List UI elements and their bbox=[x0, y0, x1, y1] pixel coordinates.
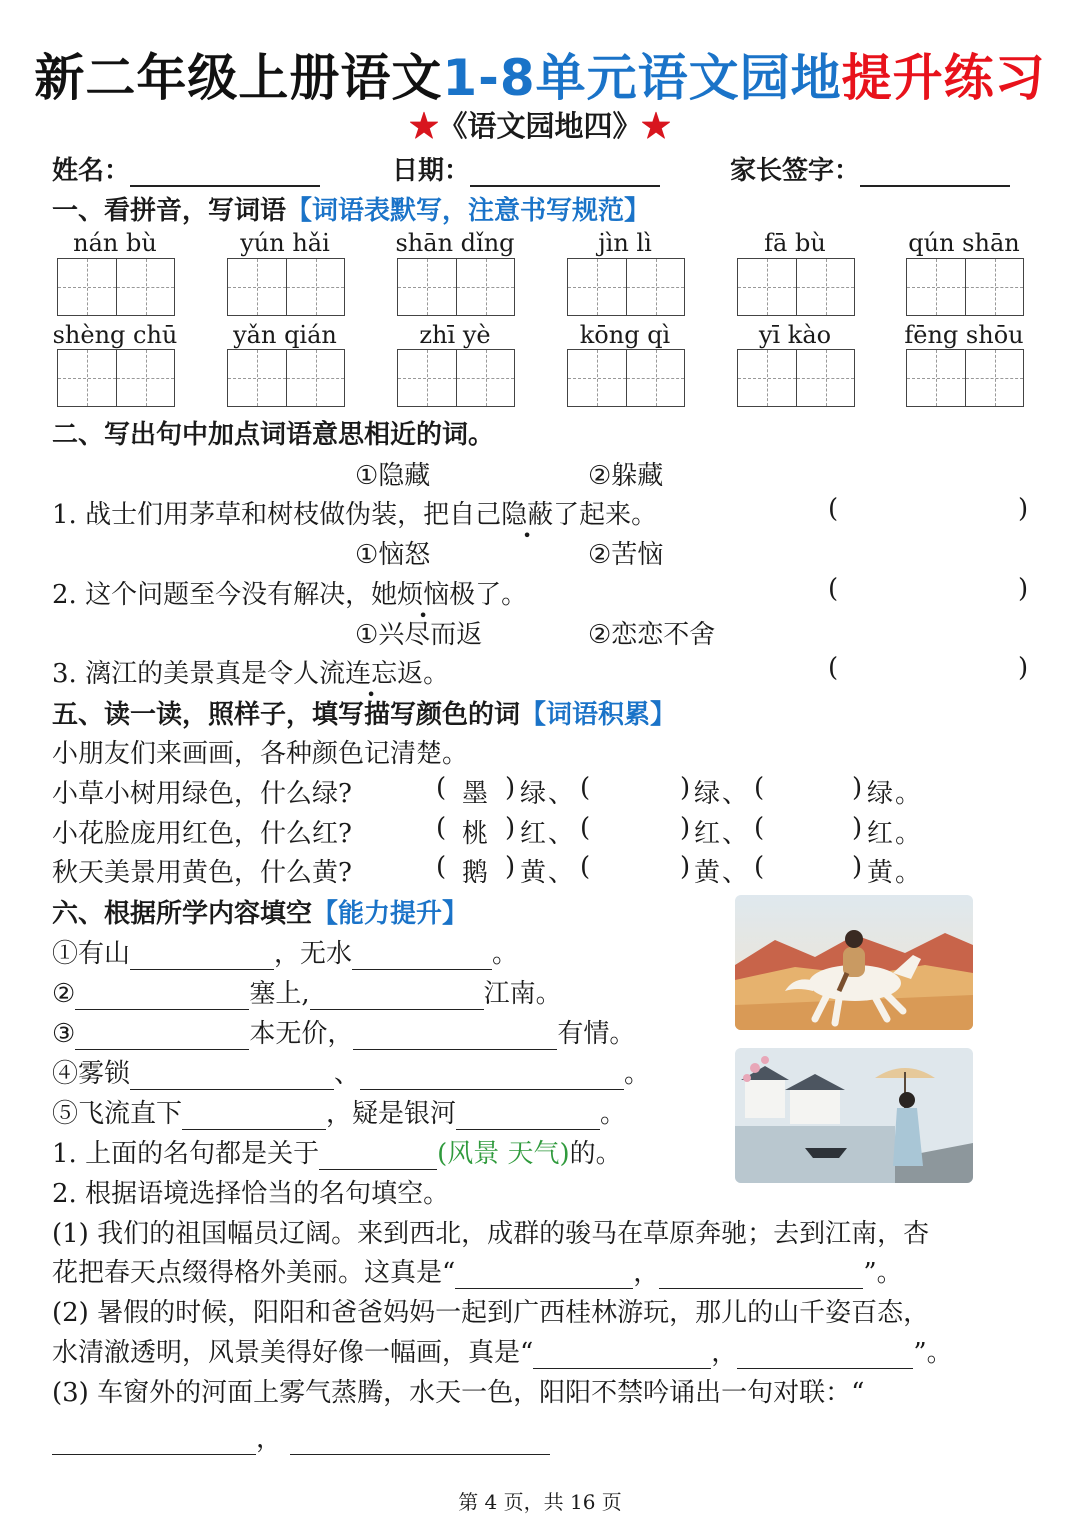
blank[interactable] bbox=[360, 1063, 624, 1090]
writing-grid[interactable] bbox=[567, 349, 685, 407]
color-word: 绿 bbox=[694, 779, 721, 809]
blank[interactable] bbox=[75, 983, 249, 1010]
end-mark: 。 bbox=[895, 819, 922, 849]
blank[interactable] bbox=[353, 1023, 557, 1050]
answer-blank-open[interactable]: ( bbox=[580, 773, 591, 803]
blank[interactable] bbox=[455, 1262, 633, 1289]
paren-close: ) bbox=[680, 852, 691, 882]
q1-paren-close: ) bbox=[1018, 494, 1029, 524]
separator: 、 bbox=[722, 779, 749, 809]
fill-line-3: ③ 本无价， 有情。 bbox=[52, 1019, 636, 1049]
writing-grid[interactable] bbox=[906, 349, 1024, 407]
q2-paren-close: ) bbox=[1018, 574, 1029, 604]
blank[interactable] bbox=[352, 943, 492, 970]
pinyin-label: fā bù bbox=[764, 229, 826, 257]
writing-grid[interactable] bbox=[906, 258, 1024, 316]
pinyin-label: yī kào bbox=[758, 321, 832, 349]
page-footer: 第 4 页，共 16 页 bbox=[458, 1490, 622, 1514]
end-mark: 。 bbox=[895, 858, 922, 888]
answer-blank-open[interactable]: ( bbox=[580, 813, 591, 843]
pinyin-label: shān dǐng bbox=[395, 229, 515, 257]
color-question: 小花脸庞用红色，什么红? bbox=[52, 819, 352, 849]
separator: 、 bbox=[722, 819, 749, 849]
end-mark: 。 bbox=[895, 779, 922, 809]
jiangnan-rain-illustration bbox=[735, 1048, 973, 1183]
writing-grid[interactable] bbox=[397, 349, 515, 407]
date-label: 日期： bbox=[392, 156, 471, 186]
q1-about: 1. 上面的名句都是关于 (风景 天气)的。 bbox=[52, 1139, 622, 1169]
paren-close: ) bbox=[852, 773, 863, 803]
fill-line-4: ④雾锁 、 。 bbox=[52, 1059, 651, 1089]
section6-heading: 六、根据所学内容填空【能力提升】 bbox=[52, 899, 469, 929]
paren-close: ) bbox=[852, 813, 863, 843]
paren-close: ) bbox=[505, 773, 516, 803]
fill-line-2: ② 塞上, 江南。 bbox=[52, 979, 562, 1009]
answer-blank-open[interactable]: ( bbox=[580, 852, 591, 882]
paren-open: ( bbox=[436, 773, 447, 803]
q3-paren-close: ) bbox=[1018, 653, 1029, 683]
paren-close: ) bbox=[680, 773, 691, 803]
horse-rider-illustration bbox=[735, 895, 973, 1030]
section5-intro: 小朋友们来画画，各种颜色记清楚。 bbox=[52, 739, 469, 769]
color-word: 绿 bbox=[867, 779, 894, 809]
fill-line-1: ①有山 ，无水 。 bbox=[52, 939, 519, 969]
name-label: 姓名： bbox=[52, 156, 131, 186]
blank[interactable] bbox=[52, 1428, 256, 1455]
pinyin-label: fēng shōu bbox=[904, 321, 1024, 349]
p3-line-1: (3) 车窗外的河面上雾气蒸腾，水天一色，阳阳不禁吟诵出一句对联：“ bbox=[52, 1378, 865, 1408]
blank[interactable] bbox=[130, 1063, 334, 1090]
sign-label: 家长签字： bbox=[730, 156, 861, 186]
color-word: 绿 bbox=[520, 779, 547, 809]
blank[interactable] bbox=[737, 1342, 913, 1369]
p1-line-2: 花把春天点缀得格外美丽。这真是“ ， ”。 bbox=[52, 1258, 903, 1288]
blank[interactable] bbox=[533, 1342, 711, 1369]
color-word: 红 bbox=[694, 819, 721, 849]
pinyin-label: kōng qì bbox=[579, 321, 671, 349]
blank[interactable] bbox=[290, 1428, 550, 1455]
p2-line-1: (2) 暑假的时候，阳阳和爸爸妈妈一起到广西桂林游玩，那儿的山千姿百态， bbox=[52, 1298, 930, 1328]
pinyin-label: nán bù bbox=[73, 229, 157, 257]
blank[interactable] bbox=[319, 1143, 437, 1170]
color-question: 秋天美景用黄色，什么黄? bbox=[52, 858, 352, 888]
color-question: 小草小树用绿色，什么绿? bbox=[52, 779, 352, 809]
pinyin-label: jìn lì bbox=[598, 229, 652, 257]
q2-option-2: ②苦恼 bbox=[588, 540, 664, 570]
page-title bbox=[0, 38, 1080, 110]
q3-paren-open: ( bbox=[828, 653, 839, 683]
paren-close: ) bbox=[505, 852, 516, 882]
separator: 、 bbox=[722, 858, 749, 888]
answer-blank-open[interactable]: ( bbox=[754, 852, 765, 882]
color-word: 黄 bbox=[867, 858, 894, 888]
paren-open: ( bbox=[436, 813, 447, 843]
star-icon: ★ bbox=[409, 109, 439, 143]
section2-heading: 二、写出句中加点词语意思相近的词。 bbox=[52, 420, 495, 450]
q3-sentence: 3. 漓江的美景真是令人流连忘返。 bbox=[52, 659, 450, 689]
paren-close: ) bbox=[505, 813, 516, 843]
writing-grid[interactable] bbox=[737, 258, 855, 316]
q2-paren-open: ( bbox=[828, 574, 839, 604]
example-word: 桃 bbox=[462, 819, 489, 849]
q2-instruction: 2. 根据语境选择恰当的名句填空。 bbox=[52, 1179, 450, 1209]
title-part3: 提升练习 bbox=[841, 49, 1046, 107]
color-word: 红 bbox=[520, 819, 547, 849]
title-part2: 1-8单元语文园地 bbox=[442, 49, 842, 107]
example-word: 墨 bbox=[462, 779, 489, 809]
pinyin-label: yǎn qián bbox=[233, 321, 337, 349]
pinyin-label: qún shān bbox=[908, 229, 1020, 257]
blank[interactable] bbox=[659, 1262, 863, 1289]
title-part1: 新二年级上册语文 bbox=[34, 49, 443, 107]
answer-blank-open[interactable]: ( bbox=[754, 813, 765, 843]
color-word: 红 bbox=[867, 819, 894, 849]
separator: 、 bbox=[548, 779, 575, 809]
pinyin-label: zhī yè bbox=[419, 321, 491, 349]
blank[interactable] bbox=[456, 1103, 600, 1130]
writing-grid[interactable] bbox=[737, 349, 855, 407]
star-icon: ★ bbox=[641, 109, 671, 143]
section5-heading: 五、读一读，照样子，填写描写颜色的词【词语积累】 bbox=[52, 700, 677, 730]
q1-sentence: 1. 战士们用茅草和树枝做伪装，把自己隐蔽了起来。 bbox=[52, 500, 658, 530]
p1-line-1: (1) 我们的祖国幅员辽阔。来到西北，成群的骏马在草原奔驰；去到江南，杏 bbox=[52, 1219, 930, 1249]
pinyin-label: shèng chū bbox=[52, 321, 178, 349]
name-field[interactable] bbox=[52, 150, 320, 187]
blank[interactable] bbox=[310, 983, 484, 1010]
blank[interactable] bbox=[75, 1023, 249, 1050]
subtitle-text: 《语文园地四》 bbox=[438, 109, 642, 143]
sign-field[interactable] bbox=[730, 150, 1010, 187]
q1-option-2: ②躲藏 bbox=[588, 461, 664, 491]
blank[interactable] bbox=[182, 1103, 326, 1130]
date-field[interactable] bbox=[392, 150, 660, 187]
q1-option-1: ①隐藏 bbox=[355, 461, 431, 491]
color-word: 黄 bbox=[520, 858, 547, 888]
answer-blank-open[interactable]: ( bbox=[754, 773, 765, 803]
separator: 、 bbox=[548, 858, 575, 888]
paren-close: ) bbox=[680, 813, 691, 843]
q3-option-1: ①兴尽而返 bbox=[355, 620, 483, 650]
writing-grid[interactable] bbox=[227, 349, 345, 407]
writing-grid[interactable] bbox=[57, 258, 175, 316]
paren-close: ) bbox=[852, 852, 863, 882]
writing-grid[interactable] bbox=[567, 258, 685, 316]
paren-open: ( bbox=[436, 852, 447, 882]
blank[interactable] bbox=[130, 943, 274, 970]
q3-option-2: ②恋恋不舍 bbox=[588, 620, 716, 650]
separator: 、 bbox=[548, 819, 575, 849]
fill-line-5: ⑤飞流直下 ，疑是银河 。 bbox=[52, 1099, 627, 1129]
section1-heading: 一、看拼音，写词语【词语表默写，注意书写规范】 bbox=[52, 196, 651, 226]
q2-option-1: ①恼怒 bbox=[355, 540, 431, 570]
subtitle bbox=[0, 104, 1080, 145]
p2-line-2: 水清澈透明，风景美得好像一幅画，真是“ ， ”。 bbox=[52, 1338, 953, 1368]
p3-line-2: ， bbox=[52, 1418, 550, 1455]
writing-grid[interactable] bbox=[57, 349, 175, 407]
writing-grid[interactable] bbox=[227, 258, 345, 316]
color-word: 黄 bbox=[694, 858, 721, 888]
q1-paren-open: ( bbox=[828, 494, 839, 524]
writing-grid[interactable] bbox=[397, 258, 515, 316]
q2-sentence: 2. 这个问题至今没有解决，她烦恼极了。 bbox=[52, 580, 528, 610]
pinyin-label: yún hǎi bbox=[240, 229, 330, 257]
example-word: 鹅 bbox=[462, 858, 489, 888]
